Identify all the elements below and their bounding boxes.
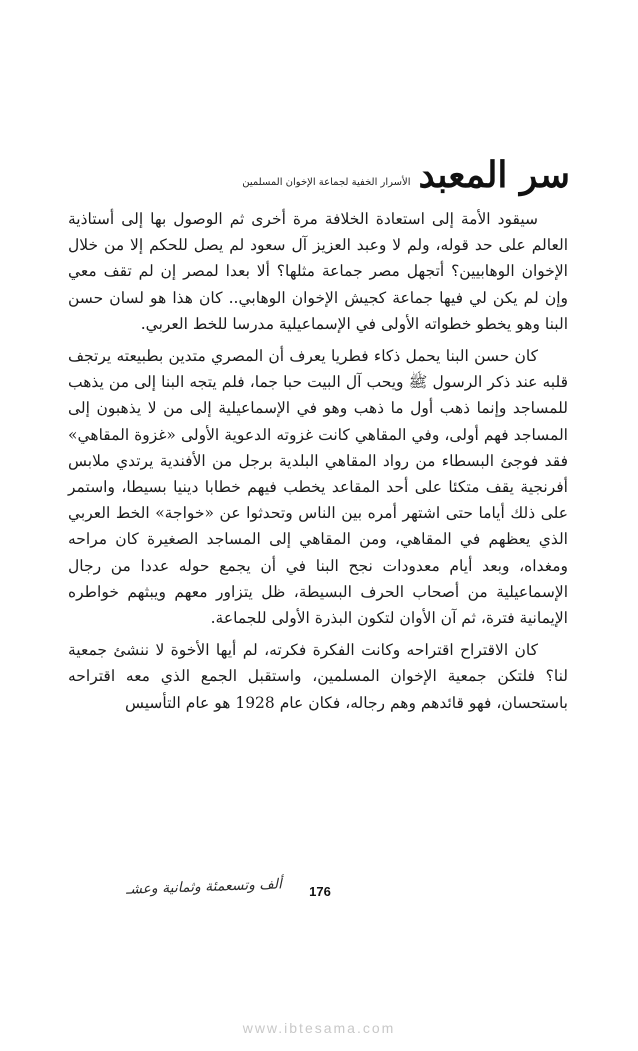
paragraph-1: سيقود الأمة إلى استعادة الخلافة مرة أخرى ثم الوصول بها إلى أستاذية العالم على حد قوله، ولم لا وعبد العزيز آل سعود لم يصل للحكم إلا من خلال الإخوان الوهابيين؟ أتجهل مصر جماعة مثلها؟ ألا بعدا لمصر إن لم تقف معي وإن لم يكن لي فيها جماعة كجيش الإخوان الوهابي.. كان هذا هو لسان حسن البنا وهو يخطو خطواته الأولى في الإسماعيلية مدرسا للخط العربي. xyxy=(68,210,568,333)
handwritten-note: ألف وتسعمئة وثمانية وعشـ xyxy=(125,876,283,898)
body-text xyxy=(68,206,568,716)
paragraph-2: كان حسن البنا يحمل ذكاء فطريا يعرف أن المصري متدين بطبيعته يرتجف قلبه عند ذكر الرسول ﷺ ويحب آل البيت حبا جما، فلم يتجه البنا إلى من يذهب للمساجد وإنما ذهب أول ما ذهب وهو في الإسماعيلية إلى من لا يذهبون إلى المساجد فهم أولى، وفي المقاهي كانت غزوته الدعوية الأولى «غزوة المقاهي» فقد فوجئ البسطاء من رواد المقاهي البلدية برجل من الأفندية يرتدي ملابس أفرنجية يقف متكئا على أحد المقاعد يخطب فيهم خطابا دينيا بسيطا، واستمر على ذلك أياما حتى اشتهر أمره بين الناس وتحدثوا عن «خواجة» الخط العربي الذي يعظهم في المقاهي، ومن المقاهي إلى المساجد الصغيرة كان مراحه ومغداه، وبعد أيام معدودات نجح البنا في أن يجمع حوله عددا من رجال الإسماعيلية من أصحاب الحرف البسيطة، ظل يتزاور معهم ويبثهم خواطره الإيمانية فترة، ثم آن الأوان لتكون البذرة الأولى للجماعة. xyxy=(68,347,568,628)
watermark: www.ibtesama.com xyxy=(242,1020,396,1036)
book-logo: سر المعبد xyxy=(418,154,570,196)
book-subtitle: الأسرار الخفية لجماعة الإخوان المسلمين xyxy=(242,177,411,188)
page-header xyxy=(80,148,570,196)
paragraph-3: كان الاقتراح اقتراحه وكانت الفكرة فكرته، لم أيها الأخوة لا ننشئ جمعية لنا؟ فلتكن جمعية الإخوان المسلمين، واستقبل الجمع الذي معه اقتراحه باستحسان، فهو قائدهم وهم رجاله، فكان عام 1928 هو عام التأسيس xyxy=(68,641,568,712)
page-number: 176 xyxy=(309,884,331,899)
